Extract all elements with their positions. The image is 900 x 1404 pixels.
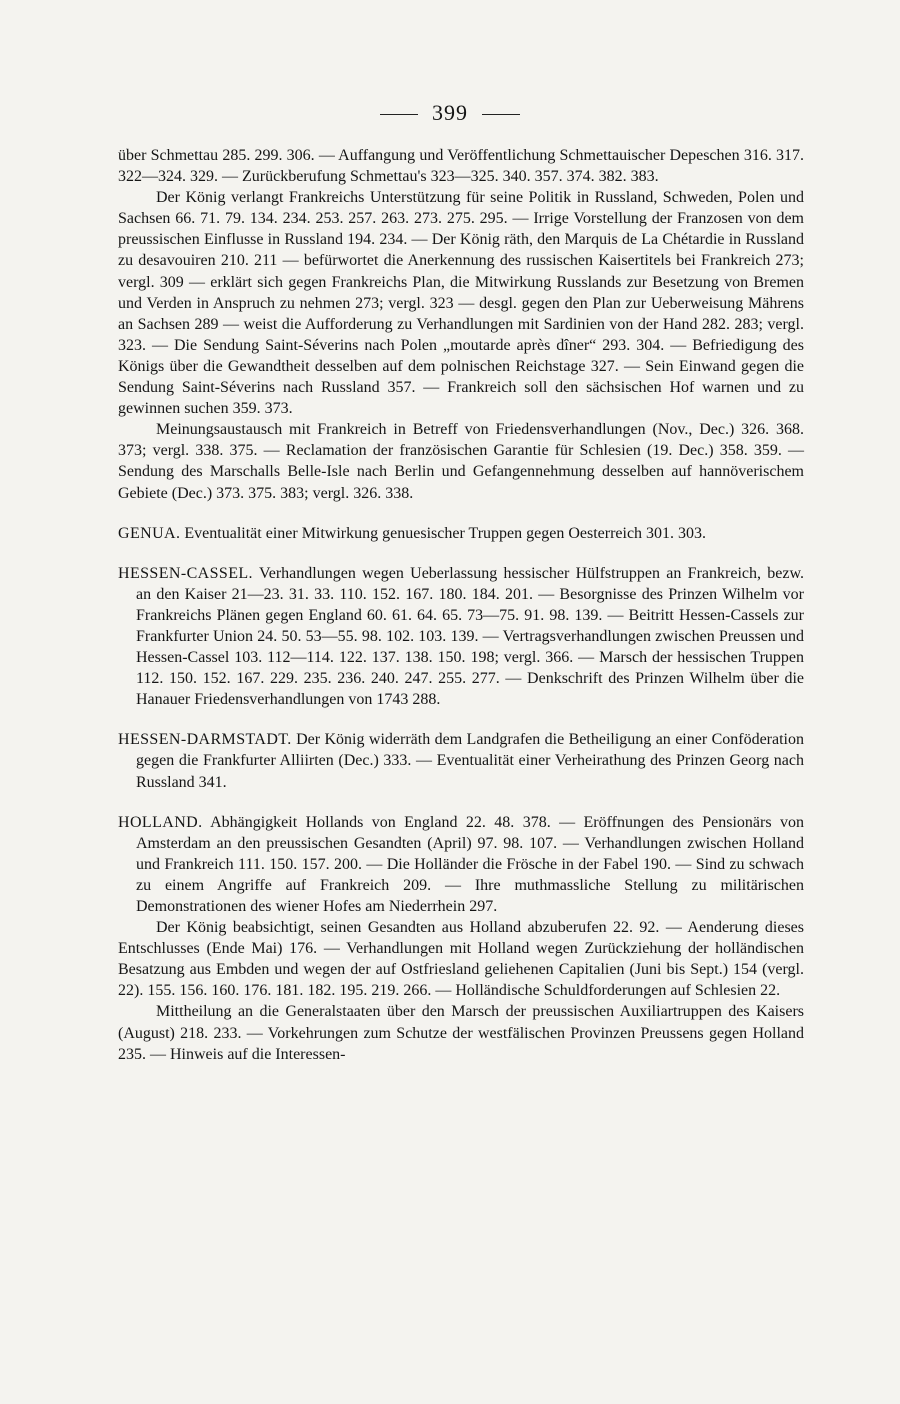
index-entry-genua [118,523,804,544]
entry-text: Der König widerräth dem Landgrafen die Betheiligung an einer Conföderation gegen die Frankfurter Alliirten (Dec.) 333. — Eventualität einer Verheirathung des Prinzen Georg nach Russland 341. [136,731,804,791]
index-entry-frankreich-continued [118,145,804,504]
page-number: 399 [432,100,468,125]
entry-text: Abhängigkeit Hollands von England 22. 48. 378. — Eröffnungen des Pensionärs von Amsterdam an den preussischen Gesandten (April) 97. 98. 107. — Verhandlungen zwischen Holland und Frankreich 111. 150. 157. 200. — Die Holländer die Frösche in der Fabel 190. — Sind zu schwach zu einem Angriffe auf Frankreich 209. — Ihre muthmassliche Stellung zu militärischen Demonstrationen des wiener Hofes am Niederrhein 297. [136,813,804,915]
entry-paragraph: über Schmettau 285. 299. 306. — Auffangung und Veröffentlichung Schmettauischer Depeschen 316. 317. 322—324. 329. — Zurückberufung Schmettau's 323—325. 340. 357. 374. 382. 383. [118,147,804,186]
index-entry-hessen-darmstadt [118,729,804,792]
index-content [118,145,804,1084]
entry-paragraph: Der König verlangt Frankreichs Unterstützung für seine Politik in Russland, Schweden, Polen und Sachsen 66. 71. 79. 134. 234. 253. 257. 263. 273. 275. 295. — Irrige Vorstellung der Franzosen von dem preussischen Einflusse in Russland 194. 234. — Der König räth, den Marquis de La Chétardie in Russland zu desavouiren 210. 211 — befürwortet die Anerkennung des russischen Kaisertitels bei Frankreich 273; vergl. 309 — erklärt sich gegen Frankreichs Plan, die Mitwirkung Russlands zur Besetzung von Bremen und Verden in Anspruch zu nehmen 273; vergl. 323 — desgl. gegen den Plan zur Ueberweisung Mährens an Sachsen 289 — weist die Aufforderung zu Verhandlungen mit Sardinien von der Hand 282. 283; vergl. 323. — Die Sendung Saint-Séverins nach Polen „moutarde après dîner“ 293. 304. — Befriedigung des Königs über die Gewandtheit desselben auf dem polnischen Reichstage 327. — Sein Einwand gegen die Sendung Saint-Séverins nach Russland 357. — Frankreich soll den sächsischen Hof warnen und zu gewinnen suchen 359. 373. [118,189,804,418]
entry-keyword: HOLLAND. [118,813,203,831]
header-rule-left [380,114,418,115]
entry-keyword: HESSEN-CASSEL. [118,564,253,582]
entry-text: Verhandlungen wegen Ueberlassung hessischer Hülfstruppen an Frankreich, bezw. an den Kaiser 21—23. 31. 33. 110. 152. 167. 180. 184. 201. — Besorgnisse des Prinzen Wilhelm vor Frankreichs Plänen gegen England 60. 61. 64. 65. 73—75. 91. 98. 139. — Beitritt Hessen-Cassels zur Frankfurter Union 24. 50. 53—55. 98. 102. 103. 139. — Vertragsverhandlungen zwischen Preussen und Hessen-Cassel 103. 112—114. 122. 137. 138. 150. 198; vergl. 366. — Marsch der hessischen Truppen 112. 150. 152. 167. 229. 235. 236. 240. 247. 255. 277. — Denkschrift des Prinzen Wilhelm über die Hanauer Friedensverhandlungen von 1743 288. [136,564,804,709]
entry-paragraph: Meinungsaustausch mit Frankreich in Betreff von Friedensverhandlungen (Nov., Dec.) 326. 368. 373; vergl. 338. 375. — Reclamation der französischen Garantie für Schlesien (19. Dec.) 358. 359. — Sendung des Marschalls Belle-Isle nach Berlin und Gefangennehmung desselben auf hannöverischem Gebiete (Dec.) 373. 375. 383; vergl. 326. 338. [118,421,804,502]
entry-paragraph [118,812,804,917]
entry-paragraph: Der König beabsichtigt, seinen Gesandten aus Holland abzuberufen 22. 92. — Aenderung dieses Entschlusses (Ende Mai) 176. — Verhandlungen mit Holland wegen Zurückziehung der holländischen Besatzung aus Embden und wegen der auf Ostfriesland geliehenen Capitalien (Juni bis Sept.) 154 (vergl. 22). 155. 156. 160. 176. 181. 182. 195. 219. 266. — Holländische Schuldforderungen auf Schlesien 22. [118,919,804,1000]
page-header [0,100,900,126]
index-entry-holland [118,812,804,1065]
index-entry-hessen-cassel [118,563,804,711]
entry-paragraph [118,729,804,792]
entry-keyword: GENUA. [118,524,181,542]
entry-text: Eventualität einer Mitwirkung genuesischer Truppen gegen Oesterreich 301. 303. [184,524,707,542]
entry-paragraph: Mittheilung an die Generalstaaten über den Marsch der preussischen Auxiliartruppen des Kaisers (August) 218. 233. — Vorkehrungen zum Schutze der westfälischen Provinzen Preussens gegen Holland 235. — Hinweis auf die Interessen- [118,1003,804,1063]
entry-paragraph [118,563,804,711]
entry-paragraph [118,523,804,544]
entry-keyword: HESSEN-DARMSTADT. [118,731,292,749]
header-rule-right [482,114,520,115]
